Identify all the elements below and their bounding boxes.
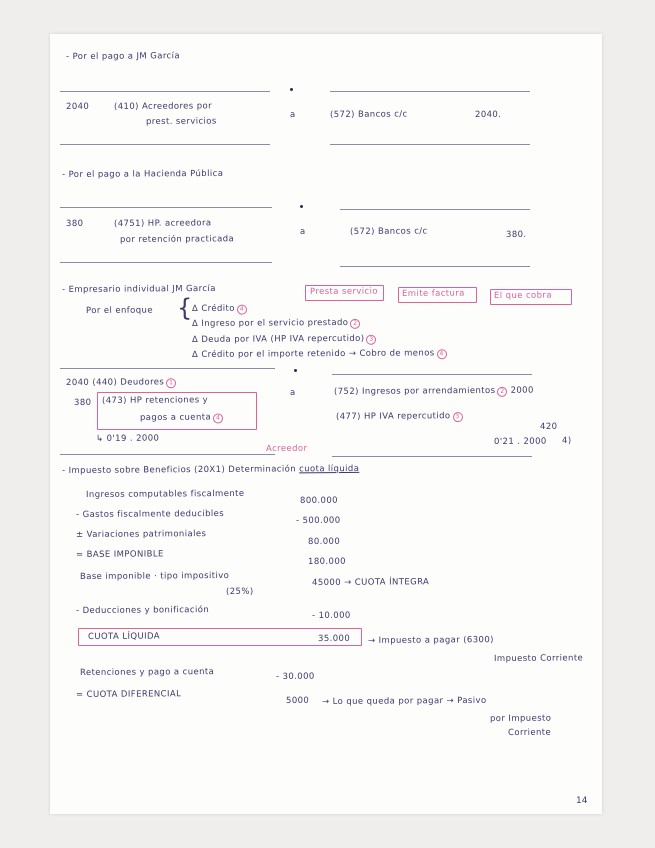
a-connector: a — [289, 387, 296, 398]
el-que-cobra-label: El que cobra — [493, 290, 552, 301]
heading-pago-hacienda: - Por el pago a la Hacienda Pública — [61, 168, 224, 180]
row-variaciones-value: 80.000 — [307, 536, 341, 547]
calc-iva-extra: 4) — [561, 435, 572, 446]
row-retenciones-value: - 30.000 — [275, 671, 315, 682]
row-deducciones: - Deducciones y bonificación — [75, 605, 210, 616]
row-cuota-diferencial: = CUOTA DIFERENCIAL — [75, 689, 182, 700]
journal-dot — [294, 369, 297, 372]
journal-separator — [332, 374, 532, 375]
journal-separator — [60, 368, 275, 369]
emite-factura-label: Emite factura — [401, 288, 465, 299]
row-base-imponible-value: 180.000 — [307, 556, 346, 567]
journal-separator — [330, 91, 530, 92]
row-cuota-integra: 45000 → CUOTA ÍNTEGRA — [311, 577, 430, 588]
enfoque-item-4: Δ Crédito por el importe retenido → Cobro de menos 4 — [192, 348, 447, 361]
diferencial-note-3: Corriente — [507, 727, 552, 738]
row-gastos: - Gastos fiscalmente deducibles — [75, 508, 225, 520]
debit-amount: 2040 — [65, 101, 90, 112]
enfoque-item-3: Δ Deuda por IVA (HP IVA repercutido) 3 — [192, 334, 377, 346]
journal-separator — [60, 144, 270, 145]
journal-dot — [290, 88, 293, 91]
enfoque-item-2: Δ Ingreso por el servicio prestado 2 — [192, 318, 360, 330]
row-tipo-pct: (25%) — [225, 586, 254, 597]
calc-iva: 0'21 . 2000 — [493, 436, 547, 447]
acreedor-note: Acreedor — [265, 443, 308, 454]
row-ingresos: Ingresos computables fiscalmente — [85, 488, 245, 500]
journal-separator — [330, 144, 530, 145]
a-connector: a — [289, 109, 296, 120]
row-base-imponible: = BASE IMPONIBLE — [75, 549, 164, 560]
calc-retencion: ↳ 0'19 . 2000 — [95, 433, 160, 444]
journal-separator — [340, 209, 530, 210]
credit2: (477) HP IVA repercutido 3 — [336, 411, 463, 423]
debit1: 2040 (440) Deudores 1 — [66, 377, 176, 389]
debit2-amount: 380 — [73, 397, 92, 408]
credit-account: (572) Bancos c/c — [349, 226, 428, 237]
heading-impuesto: - Impuesto sobre Beneficios (20X1) Determinación cuota líquida — [61, 463, 360, 476]
credit2-amount: 420 — [539, 421, 558, 432]
row-cuota-diferencial-value: 5000 — [285, 695, 310, 706]
enfoque-item-1: Δ Crédito 4 — [192, 304, 247, 315]
cuota-note: → Impuesto a pagar (6300) — [367, 635, 494, 646]
journal-separator — [332, 456, 532, 457]
journal-separator — [60, 91, 270, 92]
row-retenciones: Retenciones y pago a cuenta — [79, 667, 215, 678]
row-deducciones-value: - 10.000 — [311, 610, 351, 621]
journal-dot — [300, 205, 303, 208]
debit-amount: 380 — [65, 218, 84, 229]
debit2-account: (473) HP retenciones y — [101, 395, 209, 406]
row-ingresos-value: 800.000 — [299, 495, 338, 506]
heading-empresario: - Empresario individual JM García — [61, 283, 216, 295]
credit-amount: 380. — [505, 229, 527, 240]
heading-pago-garcia: - Por el pago a JM García — [65, 51, 181, 62]
journal-separator — [340, 266, 530, 267]
debit2-account-cont: pagos a cuenta 4 — [140, 412, 223, 424]
a-connector: a — [299, 226, 306, 237]
diferencial-note: → Lo que queda por pagar → Pasivo — [321, 695, 487, 707]
cuota-note-2: Impuesto Corriente — [493, 653, 584, 664]
credit-amount: 2040. — [474, 109, 502, 120]
journal-separator — [60, 454, 275, 455]
debit-account-cont: prest. servicios — [145, 116, 217, 127]
cuota-liquida-label: CUOTA LÍQUIDA — [87, 631, 161, 642]
presta-servicio-label: Presta servicio — [309, 286, 379, 297]
debit-account: (4751) HP. acreedora — [113, 218, 212, 229]
row-base-tipo: Base imponible · tipo impositivo — [79, 570, 230, 582]
por-el-enfoque-label: Por el enfoque — [85, 305, 153, 316]
credit1: (752) Ingresos por arrendamientos 2 2000 — [333, 385, 534, 397]
cuota-liquida-value: 35.000 — [317, 633, 351, 644]
journal-separator — [60, 262, 272, 263]
row-variaciones: ± Variaciones patrimoniales — [75, 529, 207, 540]
brace: { — [177, 294, 193, 322]
diferencial-note-2: por Impuesto — [489, 713, 552, 724]
row-gastos-value: - 500.000 — [295, 515, 341, 526]
debit-account: (410) Acreedores por — [113, 101, 213, 112]
debit-account-cont: por retención practicada — [119, 234, 235, 245]
credit-account: (572) Bancos c/c — [329, 109, 408, 120]
page-number: 14 — [576, 796, 588, 806]
journal-separator — [60, 207, 272, 208]
